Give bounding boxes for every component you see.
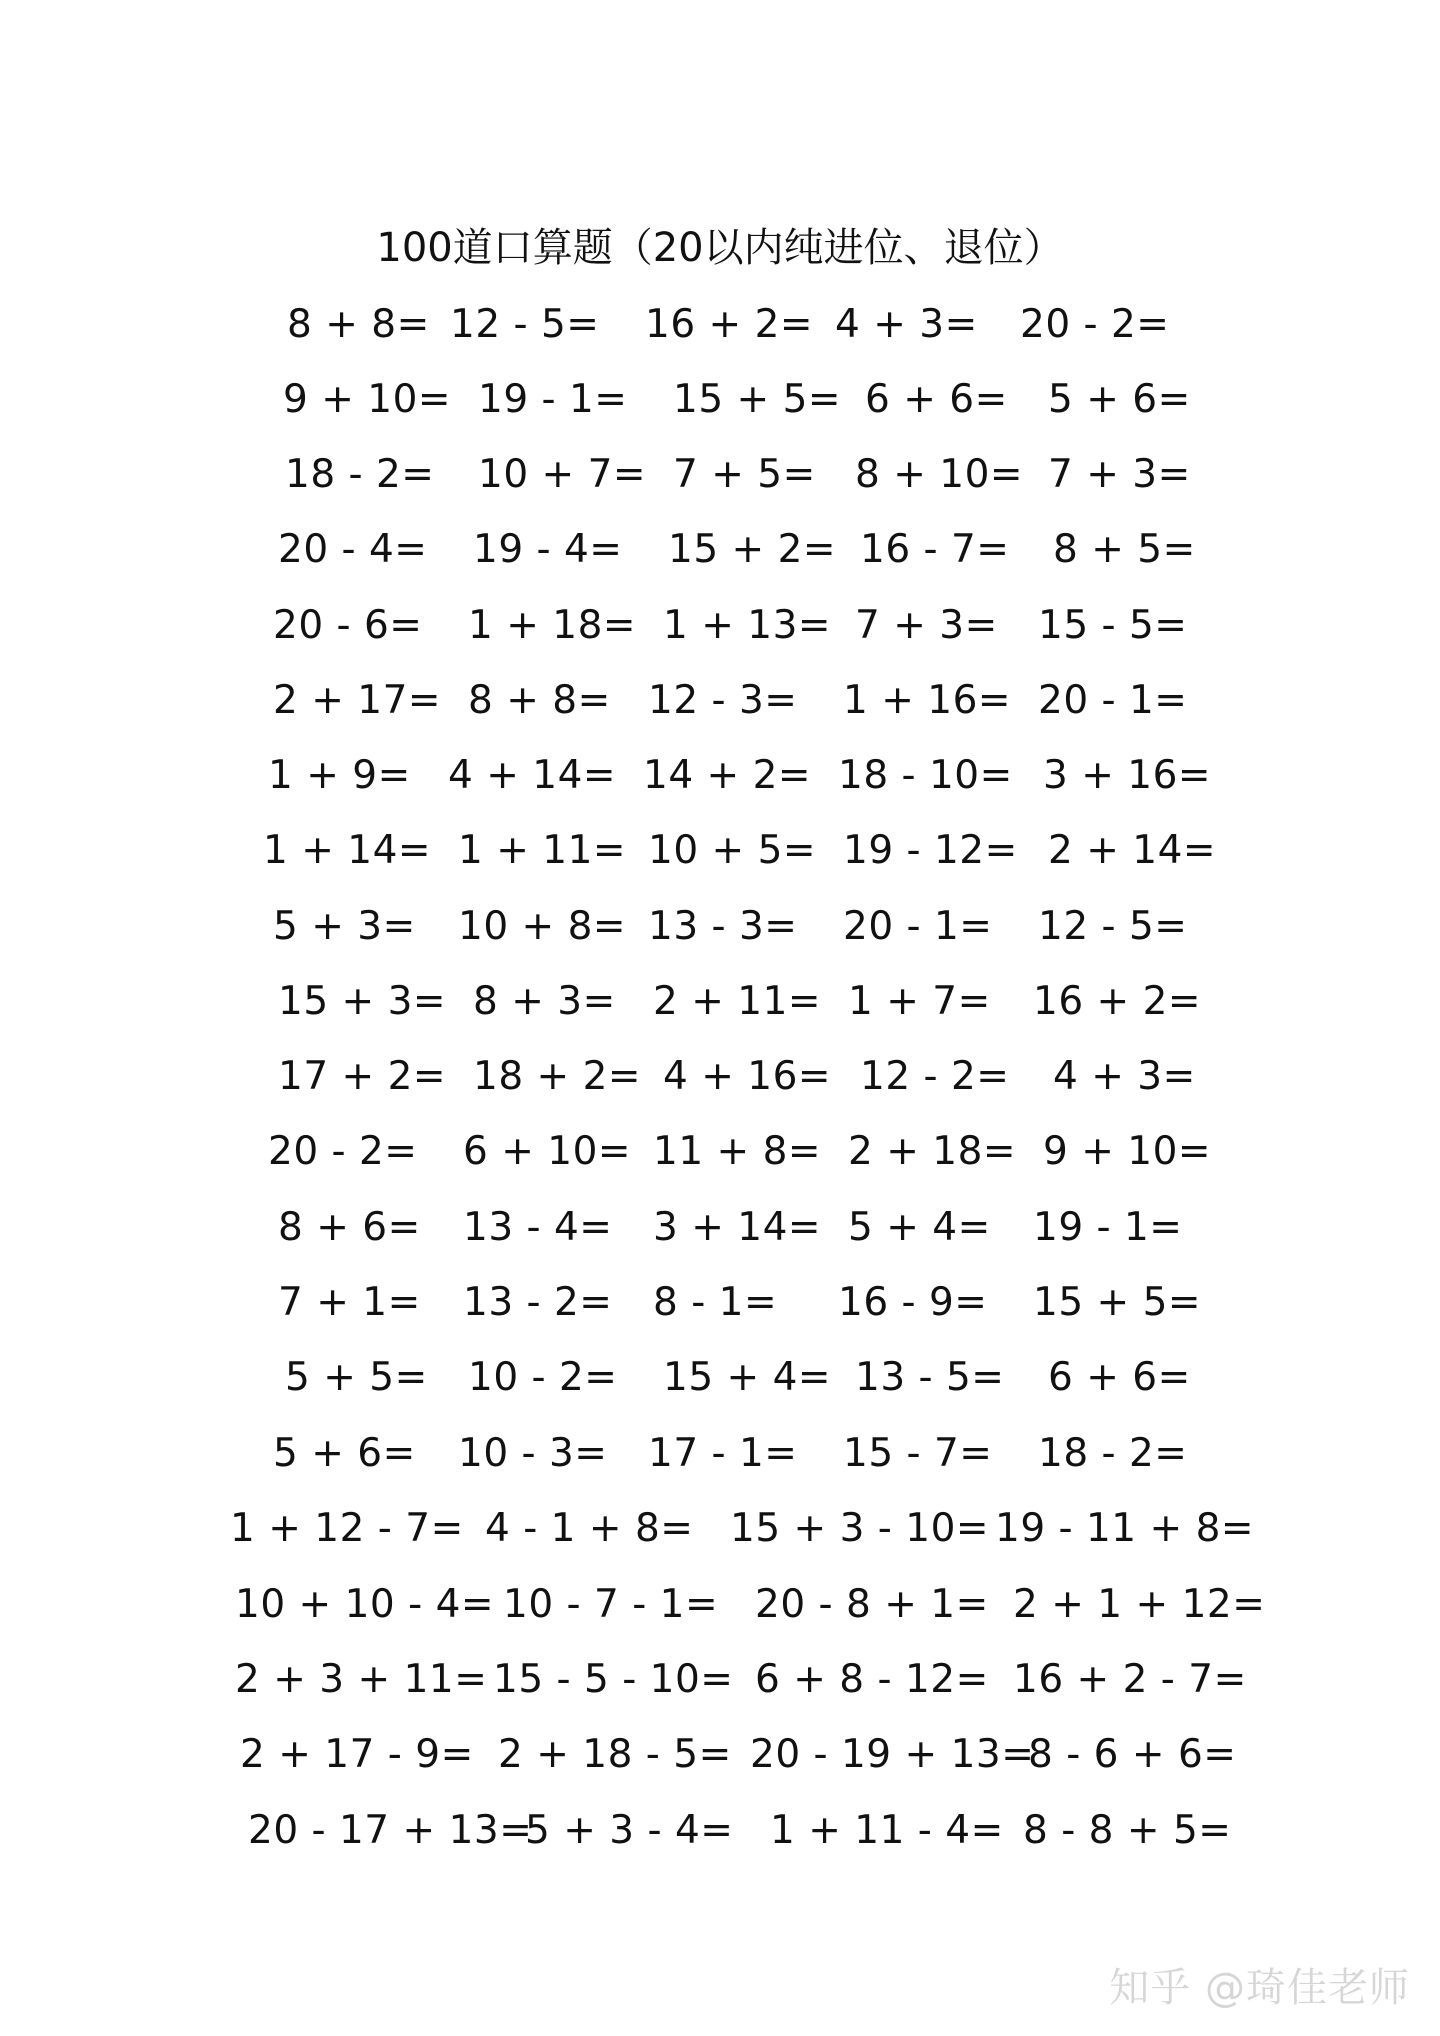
problem-row	[0, 821, 1440, 881]
problem-row	[0, 370, 1440, 430]
problem-item: 18 - 10=	[838, 753, 1013, 798]
problem-item: 3 + 14=	[653, 1205, 822, 1250]
problem-item: 15 + 3=	[278, 979, 447, 1024]
problem-item: 20 - 8 + 1=	[755, 1582, 989, 1627]
problem-item: 15 + 2=	[668, 527, 837, 572]
problem-item: 6 + 10=	[463, 1129, 632, 1174]
problem-item: 5 + 5=	[285, 1355, 428, 1400]
problem-item: 6 + 8 - 12=	[755, 1657, 989, 1702]
problem-item: 2 + 14=	[1048, 828, 1217, 873]
problem-row	[0, 596, 1440, 656]
problem-item: 8 + 3=	[473, 979, 616, 1024]
problem-row	[0, 746, 1440, 806]
problem-item: 17 + 2=	[278, 1054, 447, 1099]
problem-item: 1 + 9=	[268, 753, 411, 798]
problem-item: 5 + 6=	[273, 1431, 416, 1476]
problem-item: 1 + 11 - 4=	[770, 1808, 1004, 1853]
problem-item: 5 + 4=	[848, 1205, 991, 1250]
problem-item: 16 + 2=	[1033, 979, 1202, 1024]
problem-item: 7 + 3=	[855, 603, 998, 648]
problem-item: 5 + 3 - 4=	[525, 1808, 734, 1853]
problem-item: 8 - 8 + 5=	[1023, 1808, 1232, 1853]
problem-row	[0, 1650, 1440, 1710]
problem-row	[0, 295, 1440, 355]
problem-item: 2 + 17=	[273, 678, 442, 723]
problem-row	[0, 1047, 1440, 1107]
problem-item: 4 + 3=	[1053, 1054, 1196, 1099]
problem-item: 17 - 1=	[648, 1431, 798, 1476]
problem-item: 8 - 6 + 6=	[1028, 1732, 1237, 1777]
problem-item: 7 + 3=	[1048, 452, 1191, 497]
problem-row	[0, 972, 1440, 1032]
problem-item: 2 + 3 + 11=	[235, 1657, 488, 1702]
problem-item: 1 + 14=	[263, 828, 432, 873]
problem-item: 20 - 2=	[1020, 302, 1170, 347]
problem-item: 6 + 6=	[865, 377, 1008, 422]
problem-item: 1 + 18=	[468, 603, 637, 648]
problem-item: 19 - 11 + 8=	[995, 1506, 1255, 1551]
watermark: 知乎 @琦佳老师	[1109, 1965, 1410, 2011]
problem-item: 8 - 1=	[653, 1280, 778, 1325]
problem-item: 2 + 18 - 5=	[498, 1732, 732, 1777]
problem-item: 4 + 14=	[448, 753, 617, 798]
problem-row	[0, 1725, 1440, 1785]
problem-item: 1 + 13=	[663, 603, 832, 648]
problem-item: 1 + 11=	[458, 828, 627, 873]
problem-item: 19 - 1=	[1033, 1205, 1183, 1250]
problem-row	[0, 897, 1440, 957]
problem-item: 20 - 1=	[1038, 678, 1188, 723]
problem-row	[0, 1198, 1440, 1258]
problem-item: 15 + 5=	[1033, 1280, 1202, 1325]
problem-item: 19 - 1=	[478, 377, 628, 422]
problem-row	[0, 1424, 1440, 1484]
problem-item: 7 + 5=	[673, 452, 816, 497]
problem-row	[0, 520, 1440, 580]
problem-item: 10 - 2=	[468, 1355, 618, 1400]
problem-item: 10 + 7=	[478, 452, 647, 497]
problem-row	[0, 1499, 1440, 1559]
problem-item: 20 - 2=	[268, 1129, 418, 1174]
problem-item: 2 + 11=	[653, 979, 822, 1024]
problem-item: 10 + 10 - 4=	[235, 1582, 495, 1627]
problem-item: 18 - 2=	[1038, 1431, 1188, 1476]
problem-item: 12 - 2=	[860, 1054, 1010, 1099]
problem-item: 1 + 12 - 7=	[230, 1506, 464, 1551]
problem-row	[0, 1273, 1440, 1333]
problem-item: 20 - 6=	[273, 603, 423, 648]
problem-item: 8 + 8=	[468, 678, 611, 723]
problem-item: 19 - 12=	[843, 828, 1018, 873]
problem-item: 16 + 2 - 7=	[1013, 1657, 1247, 1702]
worksheet-title: 100道口算题（20以内纯进位、退位）	[376, 225, 1064, 271]
problem-item: 19 - 4=	[473, 527, 623, 572]
problem-item: 20 - 19 + 13=	[750, 1732, 1035, 1777]
problem-item: 12 - 3=	[648, 678, 798, 723]
problem-item: 20 - 1=	[843, 904, 993, 949]
problem-item: 10 - 3=	[458, 1431, 608, 1476]
problem-item: 13 - 2=	[463, 1280, 613, 1325]
problem-row	[0, 1801, 1440, 1861]
problem-item: 11 + 8=	[653, 1129, 822, 1174]
problem-row	[0, 1122, 1440, 1182]
problem-row	[0, 445, 1440, 505]
problem-item: 14 + 2=	[643, 753, 812, 798]
problem-item: 15 - 5=	[1038, 603, 1188, 648]
problem-item: 10 - 7 - 1=	[503, 1582, 719, 1627]
problem-item: 16 - 7=	[860, 527, 1010, 572]
problem-item: 12 - 5=	[1038, 904, 1188, 949]
problem-item: 5 + 3=	[273, 904, 416, 949]
problem-item: 8 + 10=	[855, 452, 1024, 497]
problem-item: 9 + 10=	[283, 377, 452, 422]
problem-item: 15 - 7=	[843, 1431, 993, 1476]
problem-item: 9 + 10=	[1043, 1129, 1212, 1174]
problem-item: 15 - 5 - 10=	[493, 1657, 734, 1702]
problem-item: 18 - 2=	[285, 452, 435, 497]
problem-item: 1 + 16=	[843, 678, 1012, 723]
problem-item: 1 + 7=	[848, 979, 991, 1024]
problem-item: 5 + 6=	[1048, 377, 1191, 422]
problem-item: 4 + 3=	[835, 302, 978, 347]
problem-item: 12 - 5=	[450, 302, 600, 347]
problem-item: 13 - 4=	[463, 1205, 613, 1250]
problem-item: 7 + 1=	[278, 1280, 421, 1325]
problem-row	[0, 1348, 1440, 1408]
problem-item: 8 + 8=	[287, 302, 430, 347]
problem-item: 2 + 18=	[848, 1129, 1017, 1174]
problem-item: 20 - 4=	[278, 527, 428, 572]
problem-item: 4 + 16=	[663, 1054, 832, 1099]
problem-item: 10 + 8=	[458, 904, 627, 949]
problem-item: 13 - 5=	[855, 1355, 1005, 1400]
problem-item: 16 - 9=	[838, 1280, 988, 1325]
problem-item: 2 + 1 + 12=	[1013, 1582, 1266, 1627]
problem-item: 6 + 6=	[1048, 1355, 1191, 1400]
problem-item: 8 + 5=	[1053, 527, 1196, 572]
problem-row	[0, 671, 1440, 731]
problem-item: 18 + 2=	[473, 1054, 642, 1099]
problem-item: 2 + 17 - 9=	[240, 1732, 474, 1777]
problem-row	[0, 1575, 1440, 1635]
problem-item: 3 + 16=	[1043, 753, 1212, 798]
problem-item: 13 - 3=	[648, 904, 798, 949]
problem-item: 16 + 2=	[645, 302, 814, 347]
problem-item: 20 - 17 + 13=	[248, 1808, 533, 1853]
problem-item: 10 + 5=	[648, 828, 817, 873]
problem-item: 8 + 6=	[278, 1205, 421, 1250]
problem-item: 15 + 3 - 10=	[730, 1506, 990, 1551]
problem-item: 15 + 4=	[663, 1355, 832, 1400]
problem-item: 4 - 1 + 8=	[485, 1506, 694, 1551]
problem-item: 15 + 5=	[673, 377, 842, 422]
